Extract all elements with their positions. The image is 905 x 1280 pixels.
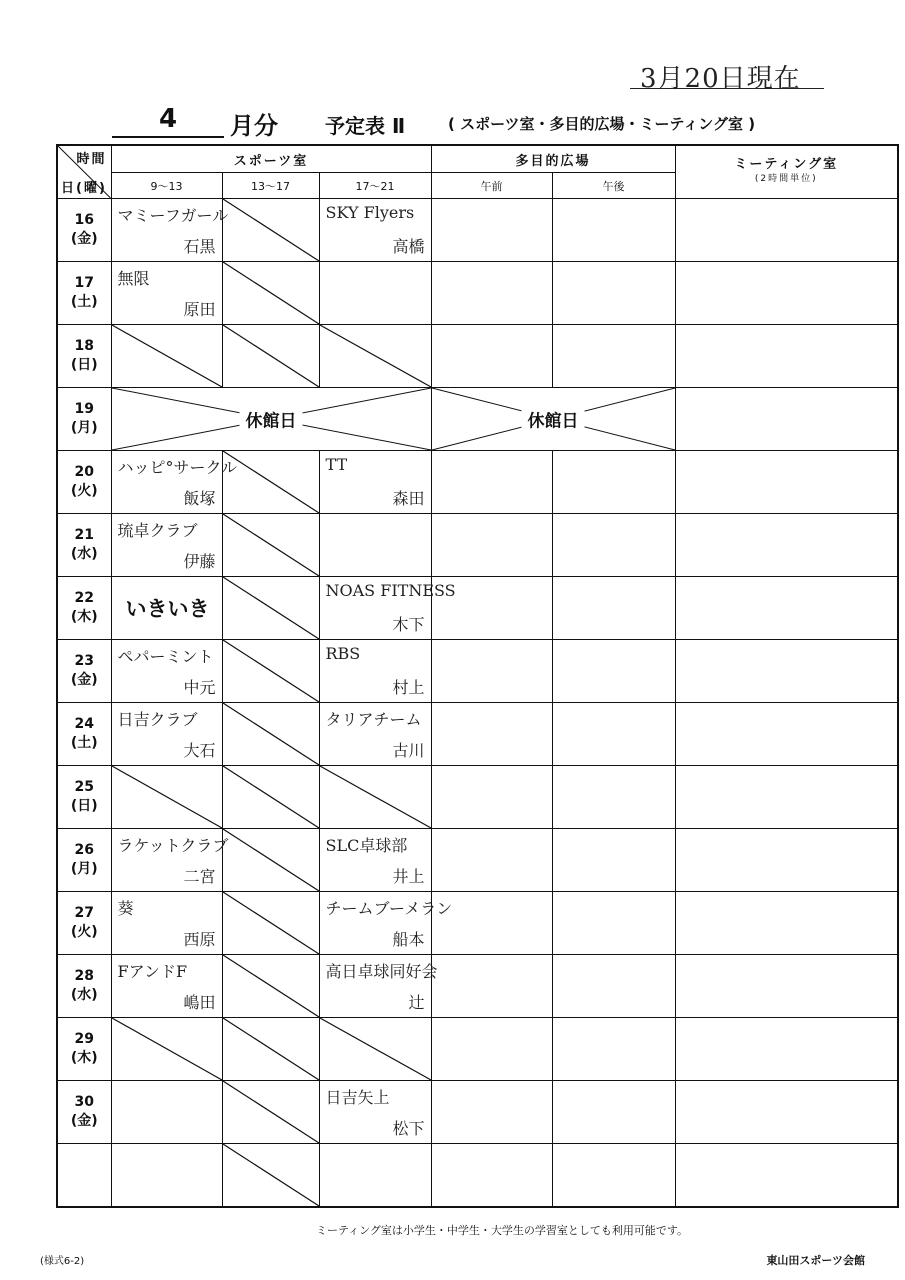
plaza-am-cell [431, 640, 552, 703]
booking-group: 琉卓クラブ [117, 521, 198, 540]
sports-slot-cell [222, 451, 319, 514]
schedule-row [57, 640, 898, 703]
booking-contact: 松下 [392, 1119, 425, 1138]
booking-contact: 二宮 [183, 867, 216, 886]
unavailable-slash [223, 1144, 319, 1206]
unavailable-slash [223, 892, 319, 954]
date-cell [57, 703, 111, 766]
date-number: 20 [74, 464, 94, 480]
meeting-cell [675, 955, 898, 1018]
unavailable-slash [320, 325, 431, 387]
plaza-am-cell [431, 325, 552, 388]
schedule-row [57, 199, 898, 262]
booking-group: SLC卓球部 [325, 836, 408, 855]
plaza-pm-cell [552, 955, 675, 1018]
date-number: 24 [74, 716, 94, 732]
unavailable-slash [223, 325, 319, 387]
day-of-week: (月) [70, 861, 98, 877]
day-of-week: (水) [70, 987, 98, 1003]
day-of-week: (火) [70, 483, 98, 499]
plaza-am-cell [431, 1144, 552, 1208]
sports-slot-cell [319, 766, 431, 829]
meeting-room-unit: (2時間単位) [754, 174, 818, 184]
plaza-pm-cell [552, 514, 675, 577]
schedule-row [57, 577, 898, 640]
sports-slot-cell [319, 325, 431, 388]
meeting-room-header [675, 145, 898, 199]
schedule-row [57, 388, 898, 451]
schedule-row [57, 325, 898, 388]
corner-date-label: 日(曜) [61, 181, 107, 196]
sports-slot-cell [111, 325, 222, 388]
booking-name: いきいき [125, 597, 210, 621]
sports-slot-cell [222, 514, 319, 577]
date-cell [57, 199, 111, 262]
plaza-pm-cell [552, 451, 675, 514]
booking-contact: 中元 [183, 678, 216, 697]
month-underline [112, 136, 224, 138]
unavailable-slash [320, 1018, 431, 1080]
date-number: 18 [74, 338, 94, 354]
sports-slot-cell [319, 1018, 431, 1081]
unavailable-slash [223, 577, 319, 639]
date-cell [57, 892, 111, 955]
booking-group: 日吉クラブ [117, 710, 198, 729]
sports-slot-cell [319, 451, 431, 514]
day-of-week: (水) [70, 546, 98, 562]
plaza-am-cell [431, 892, 552, 955]
date-cell [57, 829, 111, 892]
date-cell [57, 514, 111, 577]
date-number: 17 [74, 275, 94, 291]
meeting-cell [675, 388, 898, 451]
slot-header: 午後 [552, 173, 675, 199]
plaza-am-cell [431, 955, 552, 1018]
sports-slot-cell [222, 1144, 319, 1208]
status-stamp: 3月20日現在 [640, 64, 801, 94]
date-cell [57, 1144, 111, 1208]
sports-slot-cell [319, 1081, 431, 1144]
date-number: 19 [74, 401, 94, 417]
schedule-row [57, 514, 898, 577]
plaza-pm-cell [552, 325, 675, 388]
plaza-pm-cell [552, 829, 675, 892]
schedule-table [56, 144, 899, 1208]
date-cell [57, 766, 111, 829]
plaza-am-cell [431, 829, 552, 892]
date-number: 21 [74, 527, 94, 543]
date-cell [57, 262, 111, 325]
form-id: (様式6-2) [40, 1256, 85, 1267]
plaza-am-cell [431, 703, 552, 766]
schedule-row [57, 829, 898, 892]
unavailable-slash [223, 955, 319, 1017]
meeting-cell [675, 1018, 898, 1081]
date-number: 16 [74, 212, 94, 228]
booking-contact: 石黒 [183, 237, 216, 256]
booking-group: TT [325, 455, 348, 474]
day-of-week: (土) [70, 294, 98, 310]
plaza-pm-cell [552, 1018, 675, 1081]
page-subtitle: ( スポーツ室・多目的広場・ミーティング室 ) [448, 115, 756, 133]
booking-contact: 船本 [392, 930, 425, 949]
sports-slot-cell [319, 262, 431, 325]
sports-slot-cell [222, 325, 319, 388]
plaza-am-cell [431, 577, 552, 640]
sports-slot-cell [222, 199, 319, 262]
sports-slot-cell [222, 640, 319, 703]
day-of-week: (木) [70, 609, 98, 625]
plaza-pm-cell [552, 262, 675, 325]
booking-contact: 森田 [392, 489, 425, 508]
sports-slot-cell [222, 829, 319, 892]
booking-contact: 大石 [183, 741, 216, 760]
plaza-pm-cell [552, 199, 675, 262]
sports-slot-cell [319, 829, 431, 892]
sports-slot-cell [222, 703, 319, 766]
booking-group: マミーフガール [117, 206, 229, 225]
schedule-row [57, 892, 898, 955]
booking-group: ラケットクラブ [117, 836, 229, 855]
sports-slot-cell [111, 199, 229, 262]
sports-slot-cell [222, 1018, 319, 1081]
sports-slot-cell [111, 892, 222, 955]
sports-slot-cell [319, 1144, 431, 1208]
schedule-row [57, 703, 898, 766]
stamp-underline [630, 88, 824, 89]
meeting-cell [675, 199, 898, 262]
closed-label: 休館日 [522, 407, 585, 432]
month-label: 月分 [230, 112, 278, 140]
page-header [0, 104, 905, 140]
date-cell [57, 451, 111, 514]
date-number: 22 [74, 590, 94, 606]
meeting-room-label: ミーティング室 [734, 157, 839, 172]
booking-contact: 古川 [392, 741, 425, 760]
meeting-cell [675, 514, 898, 577]
sports-slot-cell [111, 766, 222, 829]
unavailable-slash [223, 451, 319, 513]
date-number: 29 [74, 1031, 94, 1047]
date-cell [57, 1018, 111, 1081]
day-of-week: (日) [70, 798, 98, 814]
plaza-pm-cell [552, 577, 675, 640]
booking-group: タリアチーム [325, 710, 422, 729]
schedule-row [57, 766, 898, 829]
slot-header: 17～21 [319, 173, 431, 199]
corner-time-label: 時間 [76, 152, 107, 167]
booking-contact: 伊藤 [183, 552, 216, 571]
booking-contact: 飯塚 [183, 489, 216, 508]
booking-group: 高日卓球同好会 [325, 962, 438, 981]
sports-slot-cell [319, 640, 431, 703]
booking-group: ペパーミント [117, 647, 214, 666]
sports-slot-cell [222, 1081, 319, 1144]
unavailable-slash [223, 1081, 319, 1143]
month-number: 4 [158, 104, 178, 134]
booking-group: RBS [325, 644, 361, 663]
sports-slot-cell [319, 514, 431, 577]
sports-slot-cell [111, 1018, 222, 1081]
date-cell [57, 640, 111, 703]
sports-slot-cell [111, 640, 222, 703]
booking-contact: 井上 [392, 867, 425, 886]
day-of-week: (土) [70, 735, 98, 751]
day-of-week: (金) [70, 231, 98, 247]
sports-slot-cell [222, 892, 319, 955]
schedule-row [57, 451, 898, 514]
unavailable-slash [320, 766, 431, 828]
schedule-row [57, 955, 898, 1018]
slot-header: 13～17 [222, 173, 319, 199]
meeting-cell [675, 325, 898, 388]
booking-contact: 木下 [392, 615, 425, 634]
sports-slot-cell [111, 703, 222, 766]
sports-slot-cell [222, 766, 319, 829]
sports-slot-cell [319, 955, 438, 1018]
date-number: 30 [74, 1094, 94, 1110]
date-cell [57, 955, 111, 1018]
date-cell [57, 388, 111, 451]
sports-slot-cell [319, 199, 431, 262]
booking-contact: 高橋 [392, 237, 425, 256]
booking-group: FアンドF [117, 962, 188, 981]
plaza-pm-cell [552, 892, 675, 955]
unavailable-slash [223, 703, 319, 765]
unavailable-slash [112, 1018, 222, 1080]
meeting-cell [675, 766, 898, 829]
plaza-pm-cell [552, 766, 675, 829]
sports-slot-cell [111, 1081, 222, 1144]
day-of-week: (月) [70, 420, 98, 436]
sports-slot-cell [319, 577, 456, 640]
booking-group: SKY Flyers [325, 203, 415, 222]
day-of-week: (金) [70, 672, 98, 688]
schedule-row [57, 1081, 898, 1144]
booking-contact: 西原 [183, 930, 216, 949]
unavailable-slash [223, 514, 319, 576]
sports-slot-cell [222, 955, 319, 1018]
unavailable-slash [223, 640, 319, 702]
schedule-row [57, 1018, 898, 1081]
plaza-am-cell [431, 514, 552, 577]
slot-header: 午前 [431, 173, 552, 199]
slot-header: 9～13 [111, 173, 222, 199]
sports-slot-cell [111, 955, 222, 1018]
sports-slot-cell [222, 262, 319, 325]
meeting-cell [675, 640, 898, 703]
plaza-pm-cell [552, 703, 675, 766]
date-number: 26 [74, 842, 94, 858]
sports-slot-cell [319, 703, 431, 766]
booking-contact: 辻 [408, 993, 425, 1012]
date-cell [57, 577, 111, 640]
meeting-cell [675, 892, 898, 955]
booking-group: ハッピ°サークル [117, 458, 238, 477]
venue-name: 東山田スポーツ会館 [766, 1254, 865, 1267]
unavailable-slash [223, 262, 319, 324]
schedule-row [57, 262, 898, 325]
date-number: 27 [74, 905, 94, 921]
plaza-header: 多目的広場 [431, 145, 675, 173]
date-number: 25 [74, 779, 94, 795]
sports-slot-cell [222, 577, 319, 640]
sports-room-header: スポーツ室 [111, 145, 431, 173]
meeting-cell [675, 451, 898, 514]
plaza-am-cell [431, 451, 552, 514]
booking-group: 日吉矢上 [325, 1088, 390, 1107]
unavailable-slash [223, 829, 319, 891]
footer-note: ミーティング室は小学生・中学生・大学生の学習室としても利用可能です。 [316, 1224, 689, 1237]
unavailable-slash [223, 199, 319, 261]
date-cell [57, 325, 111, 388]
sports-slot-cell [111, 577, 222, 640]
meeting-cell [675, 262, 898, 325]
booking-group: 無限 [117, 269, 150, 288]
sports-slot-cell [111, 262, 222, 325]
booking-group: チームブーメラン [325, 899, 453, 918]
corner-header [57, 145, 111, 199]
plaza-am-cell [431, 199, 552, 262]
sports-closed-cell [111, 388, 431, 451]
day-of-week: (木) [70, 1050, 98, 1066]
day-of-week: (火) [70, 924, 98, 940]
plaza-pm-cell [552, 1081, 675, 1144]
plaza-am-cell [431, 262, 552, 325]
sports-slot-cell [111, 514, 222, 577]
booking-contact: 嶋田 [183, 993, 216, 1012]
booking-contact: 村上 [392, 678, 425, 697]
meeting-cell [675, 703, 898, 766]
plaza-pm-cell [552, 640, 675, 703]
booking-group: NOAS FITNESS [325, 581, 456, 600]
meeting-cell [675, 1144, 898, 1208]
meeting-cell [675, 1081, 898, 1144]
day-of-week: (金) [70, 1113, 98, 1129]
unavailable-slash [112, 766, 222, 828]
page-title: 予定表 Ⅱ [325, 114, 406, 138]
date-cell [57, 1081, 111, 1144]
date-number: 28 [74, 968, 94, 984]
unavailable-slash [112, 325, 222, 387]
sports-slot-cell [111, 451, 238, 514]
sports-slot-cell [111, 1144, 222, 1208]
plaza-closed-cell [431, 388, 675, 451]
plaza-am-cell [431, 1018, 552, 1081]
schedule-row [57, 1144, 898, 1208]
plaza-pm-cell [552, 1144, 675, 1208]
unavailable-slash [223, 1018, 319, 1080]
sports-slot-cell [319, 892, 453, 955]
closed-label: 休館日 [240, 407, 303, 432]
meeting-cell [675, 829, 898, 892]
booking-contact: 原田 [183, 300, 216, 319]
date-number: 23 [74, 653, 94, 669]
plaza-am-cell [431, 766, 552, 829]
meeting-cell [675, 577, 898, 640]
unavailable-slash [223, 766, 319, 828]
booking-group: 葵 [117, 899, 134, 918]
day-of-week: (日) [70, 357, 98, 373]
sports-slot-cell [111, 829, 229, 892]
plaza-am-cell [431, 1081, 552, 1144]
